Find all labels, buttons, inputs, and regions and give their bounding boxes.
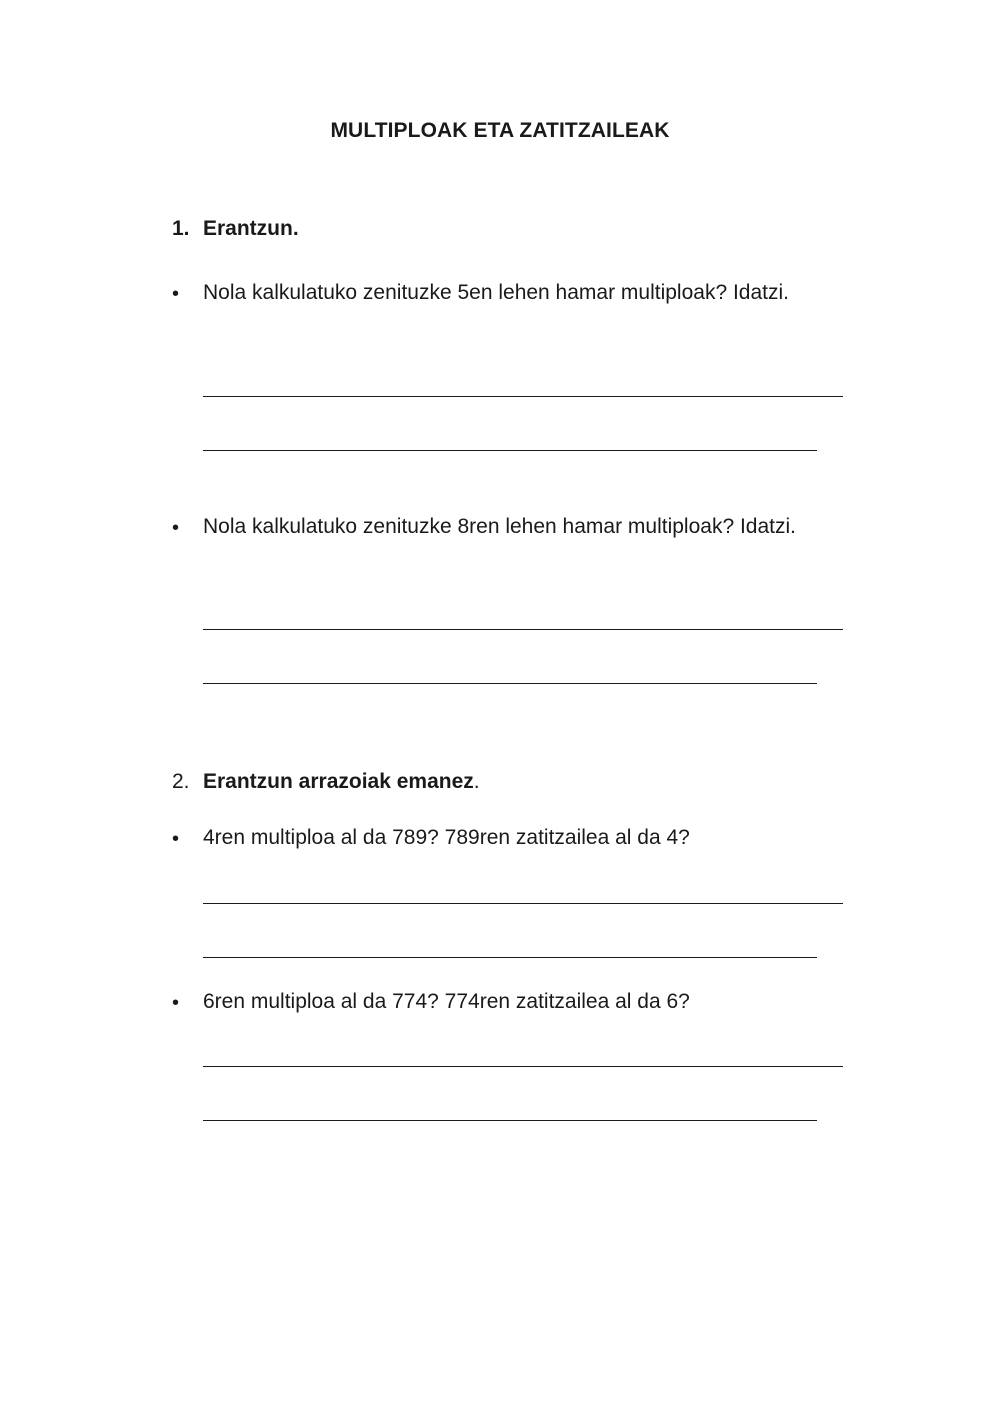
answer-line-1-1-a[interactable] <box>203 396 843 397</box>
section-2-number: 2. <box>172 770 190 793</box>
answer-line-1-2-a[interactable] <box>203 629 843 630</box>
section-2-heading-text: Erantzun arrazoiak emanez <box>203 770 474 793</box>
page-title: MULTIPLOAK ETA ZATITZAILEAK <box>330 119 670 142</box>
answer-line-2-1-a[interactable] <box>203 903 843 904</box>
section-1-number: 1. <box>172 217 190 240</box>
bullet-icon: • <box>172 828 180 850</box>
answer-line-2-2-b[interactable] <box>203 1120 817 1121</box>
section-2-heading <box>203 770 480 794</box>
answer-line-2-1-b[interactable] <box>203 957 817 958</box>
answer-line-1-1-b[interactable] <box>203 450 817 451</box>
section-2-heading-suffix: . <box>473 770 480 793</box>
question-2-2-text: 6ren multiploa al da 774? 774ren zatitzailea al da 6? <box>203 990 690 1013</box>
answer-line-2-2-a[interactable] <box>203 1066 843 1067</box>
question-2-1-text: 4ren multiploa al da 789? 789ren zatitzailea al da 4? <box>203 826 690 849</box>
bullet-icon: • <box>172 992 180 1014</box>
bullet-icon: • <box>172 517 180 539</box>
question-1-1-text: Nola kalkulatuko zenituzke 5en lehen hamar multiploak? Idatzi. <box>203 281 790 304</box>
answer-line-1-2-b[interactable] <box>203 683 817 684</box>
question-1-2-text: Nola kalkulatuko zenituzke 8ren lehen hamar multiploak? Idatzi. <box>203 515 796 538</box>
bullet-icon: • <box>172 283 180 305</box>
section-1-heading: Erantzun. <box>203 217 299 240</box>
